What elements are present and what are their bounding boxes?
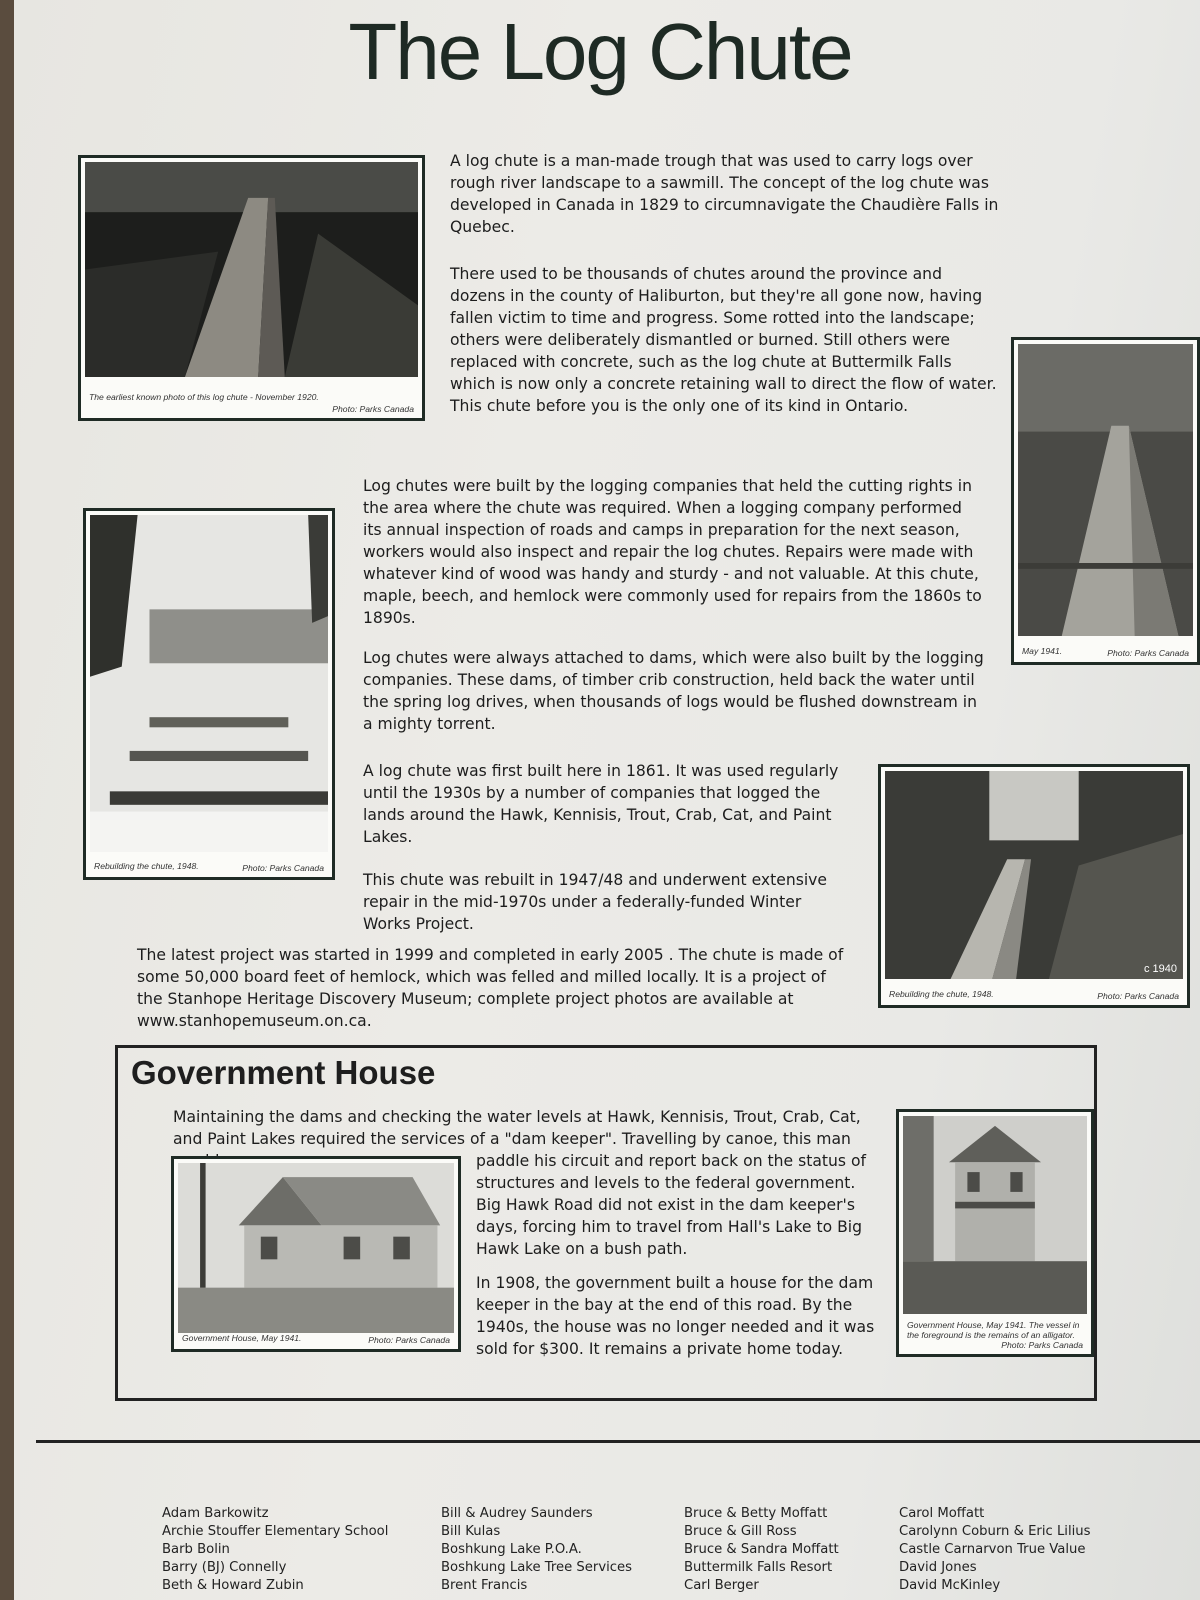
donor-column-3	[684, 1505, 839, 1595]
donor-name: Carl Berger	[684, 1578, 759, 1593]
donor-name: Adam Barkowitz	[162, 1506, 269, 1521]
photo-may-1941-caption	[1022, 646, 1189, 658]
donor-column-4	[899, 1505, 1091, 1595]
caption-text: Rebuilding the chute, 1948.	[889, 989, 994, 999]
photo-earliest-chute-image	[85, 162, 418, 377]
donor-name: Boshkung Lake Tree Services	[441, 1560, 633, 1575]
photo-government-house-alligator	[896, 1109, 1094, 1357]
donor-name: David Jones	[899, 1560, 977, 1575]
photo-government-house	[171, 1156, 461, 1352]
donor-column-1	[162, 1505, 388, 1595]
caption-credit: Photo: Parks Canada	[242, 863, 324, 873]
caption-text: Rebuilding the chute, 1948.	[94, 861, 199, 871]
photo-government-house-caption	[182, 1333, 450, 1345]
caption-text: The earliest known photo of this log chute - November 1920.	[89, 392, 319, 402]
logging-companies-paragraph: Log chutes were built by the logging companies that held the cutting rights in the area where the chute was required. When a logging company performed its annual inspection of roads and camps in preparation for the next season, workers would also inspect and repair the log chutes. Repairs were made with whatever kind of wood was handy and sturdy - and not valuable. At this chute, maple, beech, and hemlock were commonly used for repairs from the 1860s to 1890s.	[363, 477, 982, 627]
page-title: The Log Chute	[348, 7, 852, 96]
section-divider	[36, 1440, 1200, 1443]
photo-government-house-alligator-caption	[907, 1320, 1083, 1350]
photo-earliest-chute-caption	[89, 392, 414, 414]
donor-name: Bruce & Betty Moffatt	[684, 1506, 828, 1521]
caption-text: Government House, May 1941.	[182, 1333, 302, 1343]
rebuilt-paragraph: This chute was rebuilt in 1947/48 and underwent extensive repair in the mid-1970s under a federally-funded Winter Works Project.	[363, 871, 827, 933]
photo-overlay-text: c 1940	[1143, 963, 1177, 975]
caption-credit: Photo: Parks Canada	[1107, 648, 1189, 658]
dams-paragraph: Log chutes were always attached to dams, which were also built by the logging companies. These dams, of timber crib construction, held back the water until the spring log drives, when thousands of logs would be flushed downstream in a mighty torrent.	[363, 649, 984, 733]
photo-rebuilding-winter	[83, 508, 335, 880]
donor-name: Barry (BJ) Connelly	[162, 1560, 287, 1575]
first-built-paragraph: A log chute was first built here in 1861. It was used regularly until the 1930s by a number of companies that logged the lands around the Hawk, Kennisis, Trout, Crab, Cat, and Paint Lakes.	[363, 762, 839, 846]
donor-name: Bruce & Sandra Moffatt	[684, 1542, 839, 1557]
donor-name: Archie Stouffer Elementary School	[162, 1524, 389, 1539]
photo-may-1941	[1011, 337, 1200, 665]
government-house-sale: In 1908, the government built a house for the dam keeper in the bay at the end of this road. By the 1940s, the house was no longer needed and it was sold for $300. It remains a private home today.	[476, 1274, 875, 1358]
photo-rebuilding-1948-image	[885, 771, 1183, 979]
donor-name: Boshkung Lake P.O.A.	[441, 1542, 582, 1557]
donor-name: Buttermilk Falls Resort	[684, 1560, 833, 1575]
donor-name: Bill & Audrey Saunders	[441, 1506, 593, 1521]
photo-government-house-image	[178, 1163, 454, 1333]
donor-name: Brent Francis	[441, 1578, 528, 1593]
photo-government-house-alligator-image	[903, 1116, 1087, 1314]
caption-text: May 1941.	[1022, 646, 1063, 656]
donor-name: Carolynn Coburn & Eric Lilius	[899, 1524, 1091, 1539]
donor-name: Bruce & Gill Ross	[684, 1524, 797, 1539]
government-house-dam-keeper: paddle his circuit and report back on the status of structures and levels to the federal government. Big Hawk Road did not exist in the dam keeper's days, forcing him to travel from Hall's Lake to Big Hawk Lake on a bush path.	[476, 1152, 866, 1258]
government-house-title: Government House	[131, 1054, 436, 1091]
history-paragraph: There used to be thousands of chutes around the province and dozens in the county of Haliburton, but they're all gone now, having fallen victim to time and progress. Some rotted into the landscape; others were deliberately dismantled or burned. Still others were replaced with concrete, such as the log chute at Buttermilk Falls which is now only a concrete retaining wall to direct the flow of water. This chute before you is the only one of its kind in Ontario.	[450, 265, 997, 415]
donor-name: Castle Carnarvon True Value	[899, 1542, 1086, 1557]
caption-credit: Photo: Parks Canada	[332, 404, 414, 414]
donor-name: Beth & Howard Zubin	[162, 1578, 304, 1593]
donor-name: Carol Moffatt	[899, 1506, 985, 1521]
caption-credit: Photo: Parks Canada	[368, 1335, 450, 1345]
donor-name: Bill Kulas	[441, 1524, 501, 1539]
photo-rebuilding-winter-caption	[94, 861, 324, 873]
caption-credit: Photo: Parks Canada	[1097, 991, 1179, 1001]
photo-rebuilding-winter-image	[90, 515, 328, 852]
photo-rebuilding-1948-caption	[889, 989, 1179, 1001]
photo-may-1941-image	[1018, 344, 1193, 636]
government-house-intro: Maintaining the dams and checking the water levels at Hawk, Kennisis, Trout, Crab, Cat, and Paint Lakes required the services of a "dam keeper". Travelling by canoe, this man	[173, 1108, 861, 1148]
latest-project-paragraph: The latest project was started in 1999 and completed in early 2005 . The chute is made of some 50,000 board feet of hemlock, which was felled and milled locally. It is a project of the Stanhope Heritage Discovery Museum; complete project photos are available at www.stanhopemuseum.on.ca.	[137, 946, 844, 1030]
photo-earliest-chute	[78, 155, 425, 421]
caption-text: Government House, May 1941. The vessel in the foreground is the remains of an alligator.	[907, 1320, 1080, 1340]
intro-paragraph: A log chute is a man-made trough that was used to carry logs over rough river landscape to a sawmill. The concept of the log chute was developed in Canada in 1829 to circumnavigate the Chaudière Falls in Quebec.	[450, 152, 999, 236]
caption-credit: Photo: Parks Canada	[1001, 1340, 1083, 1350]
photo-rebuilding-1948	[878, 764, 1190, 1008]
donor-name: David McKinley	[899, 1578, 1001, 1593]
donor-name: Barb Bolin	[162, 1542, 230, 1557]
donor-column-2	[441, 1505, 632, 1595]
